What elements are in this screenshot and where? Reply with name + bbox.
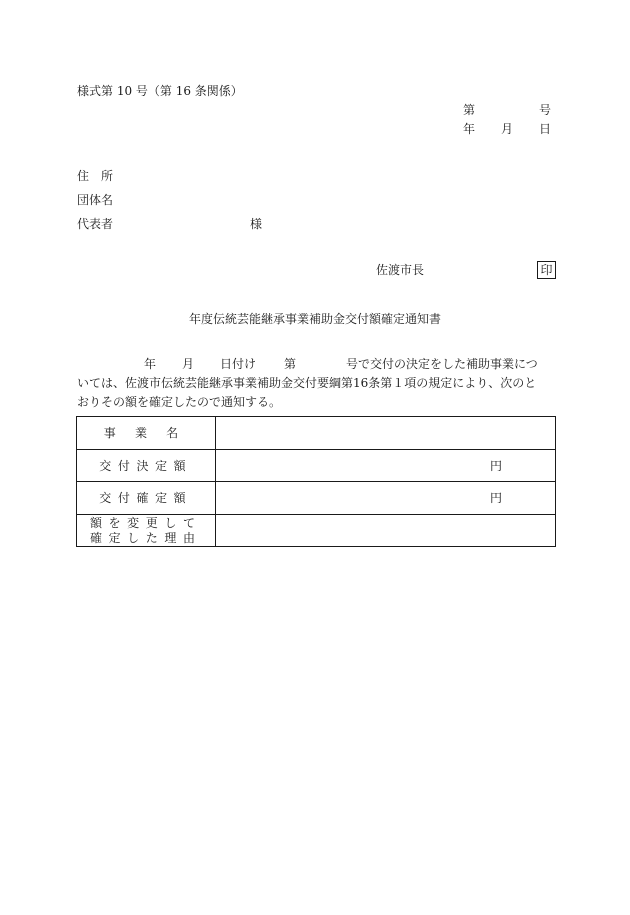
table-row <box>77 515 556 547</box>
table-row <box>77 450 556 482</box>
honorific: 様 <box>250 217 263 231</box>
project-name-value[interactable] <box>215 417 555 450</box>
representative-label: 代表者 <box>77 217 114 231</box>
seal-mark: 印 <box>537 261 556 279</box>
body-line-1-text: 号で交付の決定をした補助事業につ <box>346 357 538 371</box>
change-reason-label <box>77 515 216 547</box>
change-reason-value[interactable] <box>215 515 555 547</box>
table-row <box>77 417 556 450</box>
body-line-1 <box>77 358 557 372</box>
address-label: 住 所 <box>77 169 114 183</box>
confirmed-amount-label: 交付確定額 <box>77 482 216 515</box>
organization-label: 団体名 <box>77 193 114 207</box>
details-table <box>76 416 556 547</box>
change-reason-label-line-2: 確定した理由 <box>89 530 202 545</box>
reference-number-suffix: 号 <box>539 103 552 117</box>
change-reason-label-line-1: 額を変更して <box>89 515 202 530</box>
body-date-label: 日付け <box>220 357 257 371</box>
confirmed-amount-value[interactable] <box>215 482 555 515</box>
table-row <box>77 482 556 515</box>
yen-unit: 円 <box>489 458 502 473</box>
reference-number-prefix: 第 <box>463 103 476 117</box>
body-year-label: 年 <box>144 357 157 371</box>
project-name-label: 事業名 <box>77 417 216 450</box>
date-day-label: 日 <box>539 122 552 136</box>
date-year-label: 年 <box>463 122 476 136</box>
body-month-label: 月 <box>182 357 195 371</box>
document-title: 年度伝統芸能継承事業補助金交付額確定通知書 <box>188 312 441 326</box>
decided-amount-value[interactable] <box>215 450 555 482</box>
body-line-2: いては、佐渡市伝統芸能継承事業補助金交付要綱第16条第１項の規定により、次のと <box>77 376 537 390</box>
body-number-prefix: 第 <box>284 357 297 371</box>
date-month-label: 月 <box>501 122 514 136</box>
body-line-3: おりその額を確定したので通知する。 <box>77 395 282 409</box>
decided-amount-label: 交付決定額 <box>77 450 216 482</box>
form-number: 様式第 10 号（第 16 条関係） <box>77 84 243 98</box>
yen-unit: 円 <box>489 491 502 505</box>
issuer-mayor: 佐渡市長 <box>376 263 425 277</box>
